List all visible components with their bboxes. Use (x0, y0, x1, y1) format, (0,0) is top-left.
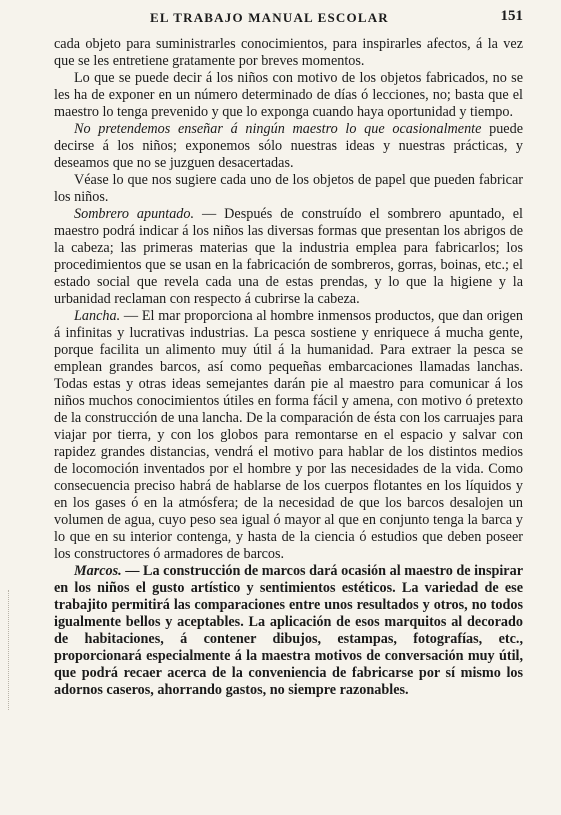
paragraph-text: — El mar proporciona al hombre inmensos productos, que dan origen á infinitas y lucrativas industrias. La pesca sostiene y enriquece á mucha gente, porque facilita un alimento muy útil á la humanidad. Para extraer la pesca se emplean grandes barcos, así como pequeñas embarcaciones llamadas lanchas. Todas estas y otras ideas semejantes darán pie al maestro para comunicar á los niños muchos conocimientos útiles en forma fácil y amena, con motivo ó pretexto de la construcción de una lancha. De la comparación de ésta con los carruajes para viajar por tierra, y con los globos para remontarse en el espacio y salvar con rapidez grandes distancias, vendrá el motivo para hablar de los distintos medios de locomoción inventados por el hombre y por las necesidades de la vida. Como consecuencia preciso habrá de hablarse de los cuerpos flotantes en los líquidos y en los gases ó en la atmósfera; de la necesidad de que los barcos desalojen un volumen de agua, cuyo peso sea igual ó mayor al que en conjunto tenga la barca y lo que en su interior contenga, y hasta de la ciencia ó estudios que deben poseer los constructores ó armadores de barcos. (54, 308, 523, 562)
paragraph-objects (54, 70, 523, 121)
paragraph-disclaimer (54, 121, 523, 172)
paragraph-sombrero (54, 206, 523, 308)
scan-margin-artifact (8, 590, 13, 710)
paragraph-intro-objects (54, 172, 523, 206)
section-lead: Lancha. (74, 308, 121, 324)
paragraph-text: — Después de construído el sombrero apuntado, el maestro podrá indicar á los niños las diversas formas que presentan los abrigos de la cabeza; las primeras materias que la industria emplea para fabricarlos; los procedimientos que se usan en la fabricación de sombreros, gorras, boinas, etc.; el estado social que revela cada una de estas prendas, y lo que la higiene y la urbanidad reclaman con respecto á cubrirse la cabeza. (54, 206, 523, 307)
page-number: 151 (500, 8, 523, 24)
paragraph-text: Lo que se puede decir á los niños con motivo de los objetos fabricados, no se les ha de exponer en un número determinado de días ó lecciones, no; basta que el maestro lo tenga prevenido y que lo exponga cuando haya oportunidad y tiempo. (54, 70, 523, 120)
paragraph-marcos (54, 563, 523, 699)
running-title: EL TRABAJO MANUAL ESCOLAR (150, 10, 389, 25)
section-lead: Sombrero apuntado. (74, 206, 195, 222)
paragraph-italic-text: No pretendemos enseñar á ningún maestro lo que ocasionalmente (74, 121, 482, 137)
paragraph-continuation (54, 36, 523, 70)
body-text (54, 36, 523, 699)
section-lead: Marcos. (74, 563, 122, 579)
paragraph-text: — La construcción de marcos dará ocasión al maestro de inspirar en los niños el gusto artístico y sentimientos estéticos. La variedad de ese trabajito permitirá las comparaciones entre unos resultados y otros, no todos igualmente bellos y aceptables. La aplicación de esos marquitos al decorado de habitaciones, á contener dibujos, estampas, fotografías, etc., proporcionará especialmente á la maestra motivos de conversación muy útil, que podrá recaer acerca de la conveniencia de fabricarse por sí mismo los adornos caseros, ahorrando gastos, no siempre razonables. (54, 563, 523, 698)
paragraph-lancha (54, 308, 523, 563)
paragraph-text: cada objeto para suministrarles conocimientos, para inspirarles afectos, á la vez que se les entretiene gratamente por breves momentos. (54, 36, 523, 69)
paragraph-text: puede decirse á los niños; exponemos sólo nuestras ideas y nuestras prácticas, y deseamos que no se juzguen desacertadas. (54, 121, 523, 171)
running-head (54, 4, 523, 26)
paragraph-text: Véase lo que nos sugiere cada uno de los objetos de papel que pueden fabricar los niños. (54, 172, 523, 205)
